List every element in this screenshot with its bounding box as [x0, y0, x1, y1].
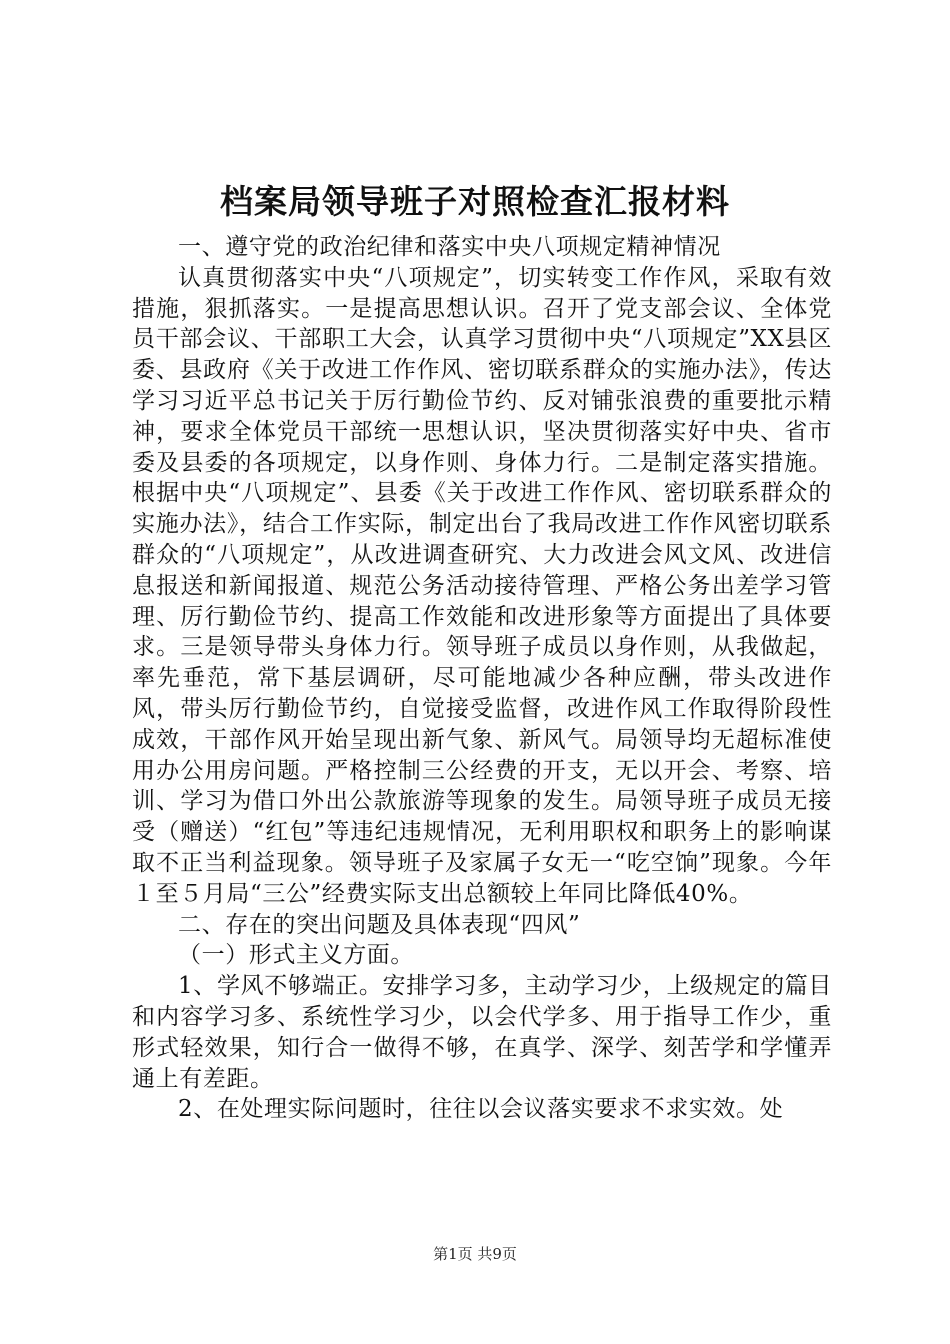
section-heading-1: 一、遵守党的政治纪律和落实中央八项规定精神情况	[178, 234, 721, 260]
section-heading-2: 二、存在的突出问题及具体表现“四风”	[178, 911, 581, 938]
body-paragraph: 1、学风不够端正。安排学习多，主动学习少，上级规定的篇目和内容学习多、系统性学习少，以会代学多、用于指导工作少，重形式轻效果，知行合一做得不够，在真学、深学、刻苦学和学懂弄通上有差距。	[132, 973, 832, 1092]
document-body	[132, 232, 832, 1125]
page-number-footer: 第1页 共9页	[433, 1245, 517, 1263]
document-title: 档案局领导班子对照检查汇报材料	[220, 182, 730, 221]
subsection-heading: （一）形式主义方面。	[178, 942, 414, 969]
body-paragraph: 认真贯彻落实中央“八项规定”，切实转变工作作风，采取有效措施，狠抓落实。一是提高思想认识。召开了党支部会议、全体党员干部会议、干部职工大会，认真学习贯彻中央“八项规定”XX县区委、县政府《关于改进工作作风、密切联系群众的实施办法》，传达学习习近平总书记关于厉行勤俭节约、反对铺张浪费的重要批示精神，要求全体党员干部统一思想认识，坚决贯彻落实好中央、省市委及县委的各项规定，以身作则、身体力行。二是制定落实措施。根据中央“八项规定”、县委《关于改进工作作风、密切联系群众的实施办法》，结合工作实际，制定出台了我局改进工作作风密切联系群众的“八项规定”，从改进调查研究、大力改进会风文风、改进信息报送和新闻报道、规范公务活动接待管理、严格公务出差学习管理、厉行勤俭节约、提高工作效能和改进形象等方面提出了具体要求。三是领导带头身体力行。领导班子成员以身作则，从我做起，率先垂范，常下基层调研，尽可能地减少各种应酬，带头改进作风，带头厉行勤俭节约，自觉接受监督，改进作风工作取得阶段性成效，干部作风开始呈现出新气象、新风气。局领导均无超标准使用办公用房问题。严格控制三公经费的开支，无以开会、考察、培训、学习为借口外出公款旅游等现象的发生。局领导班子成员无接受（赠送）“红包”等违纪违规情况，无利用职权和职务上的影响谋取不正当利益现象。领导班子及家属子女无一“吃空饷”现象。今年１至５月局“三公”经费实际支出总额较上年同比降低40%。	[132, 264, 832, 907]
body-paragraph: 2、在处理实际问题时，往往以会议落实要求不求实效。处	[178, 1096, 784, 1123]
